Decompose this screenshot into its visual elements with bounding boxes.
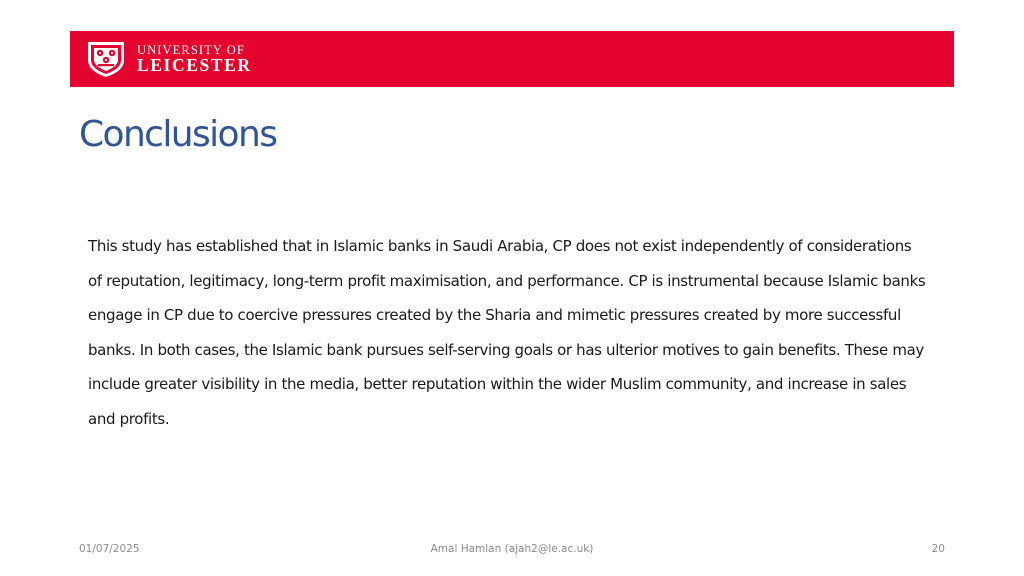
logo-wordmark bbox=[137, 44, 252, 75]
logo-line-university-of: UNIVERSITY OF bbox=[137, 42, 245, 57]
footer-date: 01/07/2025 bbox=[79, 543, 140, 555]
slide-title: Conclusions bbox=[79, 114, 277, 155]
header-band bbox=[70, 31, 954, 87]
footer-page-number: 20 bbox=[931, 543, 945, 555]
logo-line-leicester: LEICESTER bbox=[137, 55, 252, 75]
shield-crest-icon bbox=[86, 40, 126, 78]
body-paragraph: This study has established that in Islamic banks in Saudi Arabia, CP does not exist independently of considerations of reputation, legitimacy, long-term profit maximisation, and performance. CP is instrumental because Islamic banks engage in CP due to coercive pressures created by the Sharia and mimetic pressures created by more successful banks. In both cases, the Islamic bank pursues self-serving goals or has ulterior motives to gain benefits. These may include greater visibility in the media, better reputation within the wider Muslim community, and increase in sales and profits. bbox=[88, 237, 926, 428]
footer-author: Amal Hamlan (ajah2@le.ac.uk) bbox=[430, 543, 594, 555]
university-logo bbox=[86, 40, 252, 78]
